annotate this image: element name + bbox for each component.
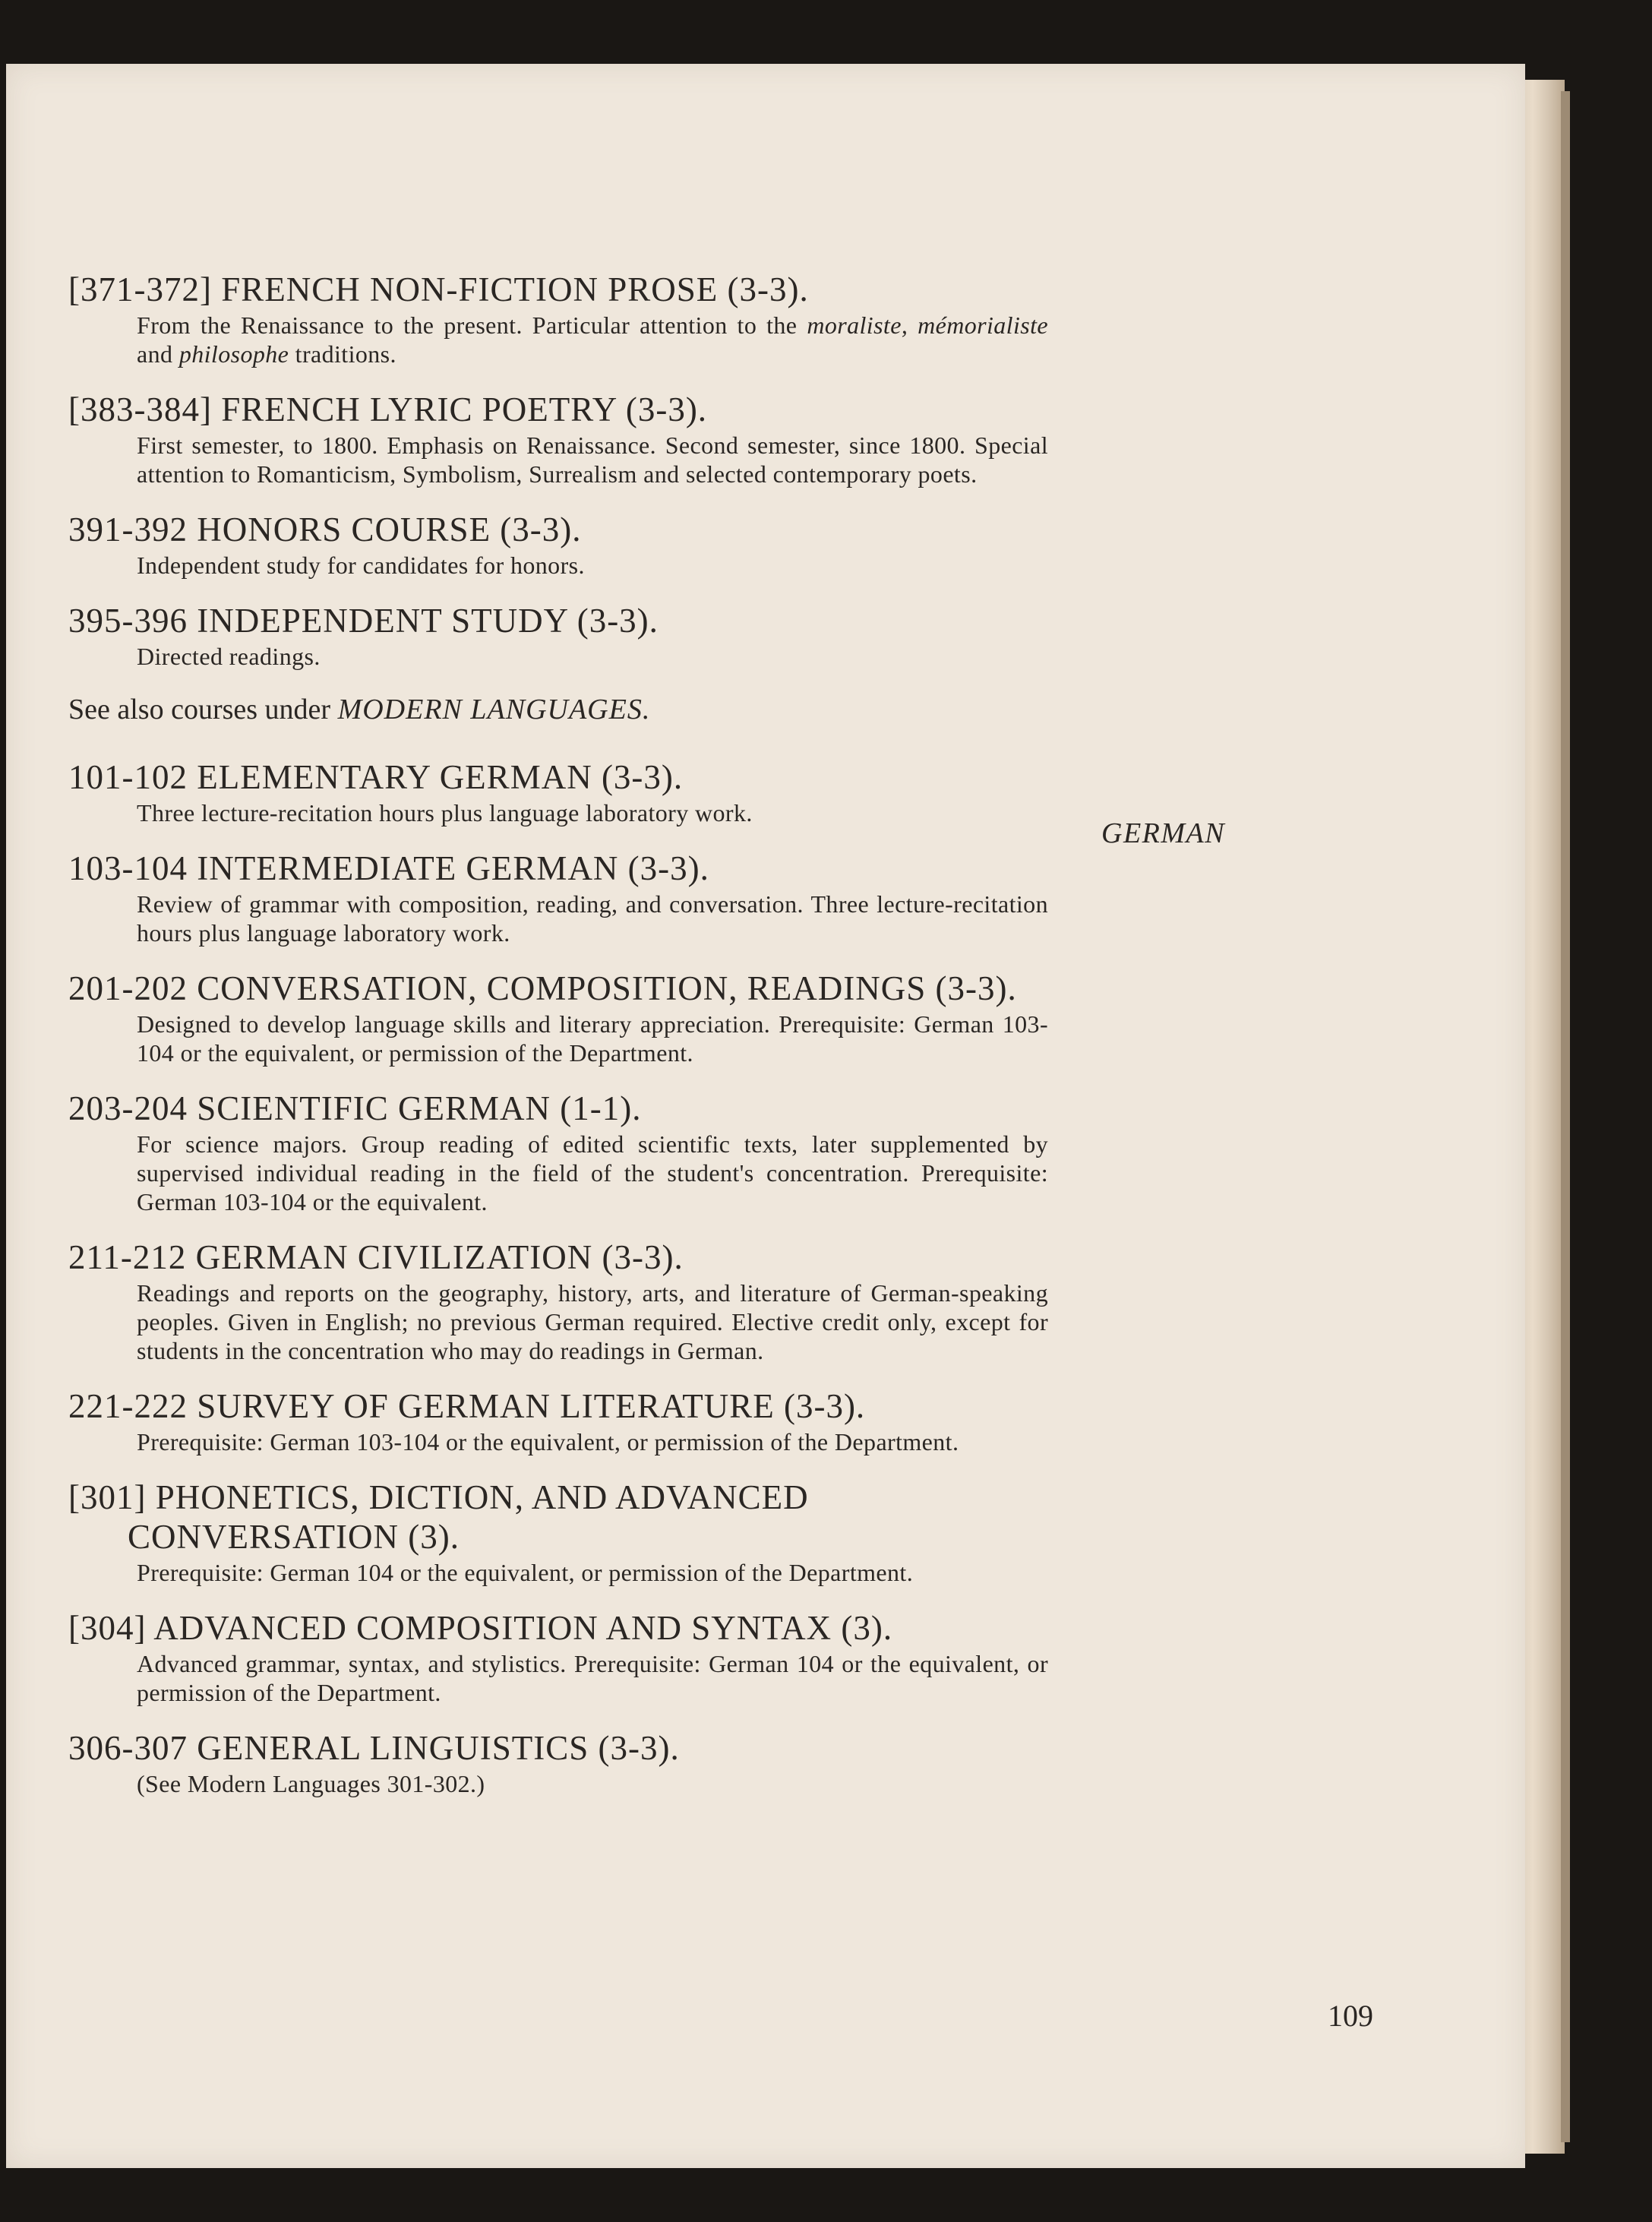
course-description: Designed to develop language skills and literary appreciation. Prerequisite: German 103-104 or the equivalent, or permission of the Department. — [137, 1010, 1048, 1067]
course-description: Prerequisite: German 103-104 or the equivalent, or permission of the Department. — [137, 1428, 959, 1456]
course-title: [383-384] FRENCH LYRIC POETRY (3-3). — [68, 390, 708, 428]
course-description: (See Modern Languages 301-302.) — [137, 1770, 485, 1797]
course-description: Three lecture-recitation hours plus language laboratory work. — [137, 799, 753, 827]
course-listing — [68, 270, 1048, 1819]
page-number: 109 — [1328, 1999, 1373, 2033]
course-title: 395-396 INDEPENDENT STUDY (3-3). — [68, 602, 659, 640]
course-description: Advanced grammar, syntax, and stylistics. Prerequisite: German 104 or the equivalent, or permission of the Department. — [137, 1650, 1048, 1706]
desc-text: and — [137, 340, 179, 368]
course-description: Review of grammar with composition, reading, and conversation. Three lecture-recitation hours plus language laboratory work. — [137, 890, 1048, 947]
course-title: [371-372] FRENCH NON-FICTION PROSE (3-3). — [68, 270, 809, 308]
course-description: First semester, to 1800. Emphasis on Renaissance. Second semester, since 1800. Special attention to Romanticism, Symbolism, Surrealism and selected contemporary poets. — [137, 431, 1048, 488]
course-title: 391-392 HONORS COURSE (3-3). — [68, 510, 582, 548]
course-title: 203-204 SCIENTIFIC GERMAN (1-1). — [68, 1089, 642, 1127]
desc-text: From the Renaissance to the present. Particular attention to the — [137, 311, 807, 339]
desc-text: traditions. — [289, 340, 396, 368]
course-description: Prerequisite: German 104 or the equivalent, or permission of the Department. — [137, 1559, 914, 1586]
course-entry — [68, 510, 1048, 580]
course-entry — [68, 757, 1048, 827]
course-entry — [68, 1089, 1048, 1216]
course-description: Readings and reports on the geography, history, arts, and literature of German-speaking peoples. Given in English; no previous German required. Elective credit only, except for students in the concentration who may do readings in German. — [137, 1279, 1048, 1364]
course-entry — [68, 270, 1048, 368]
course-entry — [68, 1478, 1048, 1587]
course-title: 103-104 INTERMEDIATE GERMAN (3-3). — [68, 849, 709, 887]
course-description: Independent study for candidates for honors. — [137, 552, 585, 579]
course-description — [68, 311, 1048, 368]
course-description: Directed readings. — [137, 643, 321, 670]
course-title: 201-202 CONVERSATION, COMPOSITION, READINGS (3-3). — [68, 969, 1017, 1007]
course-entry — [68, 1386, 1048, 1456]
desc-italic-text: philosophe — [178, 340, 289, 368]
course-description: For science majors. Group reading of edited scientific texts, later supplemented by supervised individual reading in the field of the student's concentration. Prerequisite: German 103-104 or the equivalent. — [137, 1130, 1048, 1215]
course-entry — [68, 601, 1048, 671]
desc-italic-text: moraliste, mémorialiste — [807, 311, 1049, 339]
course-title-continuation: CONVERSATION (3). — [128, 1518, 460, 1556]
course-title-line: [301] PHONETICS, DICTION, AND ADVANCED — [68, 1478, 809, 1516]
course-entry — [68, 1608, 1048, 1707]
course-title: 211-212 GERMAN CIVILIZATION (3-3). — [68, 1238, 684, 1276]
course-title: 306-307 GENERAL LINGUISTICS (3-3). — [68, 1729, 680, 1767]
course-entry — [68, 969, 1048, 1067]
course-title: 101-102 ELEMENTARY GERMAN (3-3). — [68, 758, 684, 796]
course-title: 221-222 SURVEY OF GERMAN LITERATURE (3-3). — [68, 1387, 866, 1425]
course-entry — [68, 390, 1048, 488]
section-label-german: GERMAN — [1101, 817, 1226, 849]
course-entry — [68, 849, 1048, 947]
see-also-note — [68, 692, 1048, 727]
course-title: [304] ADVANCED COMPOSITION AND SYNTAX (3). — [68, 1609, 893, 1647]
see-also-reference: MODERN LANGUAGES. — [337, 694, 651, 725]
course-entry — [68, 1237, 1048, 1365]
course-entry — [68, 1728, 1048, 1798]
see-also-text: See also courses under — [68, 694, 338, 725]
course-title — [68, 1478, 1048, 1557]
page-edge-shadow — [1561, 91, 1570, 2142]
